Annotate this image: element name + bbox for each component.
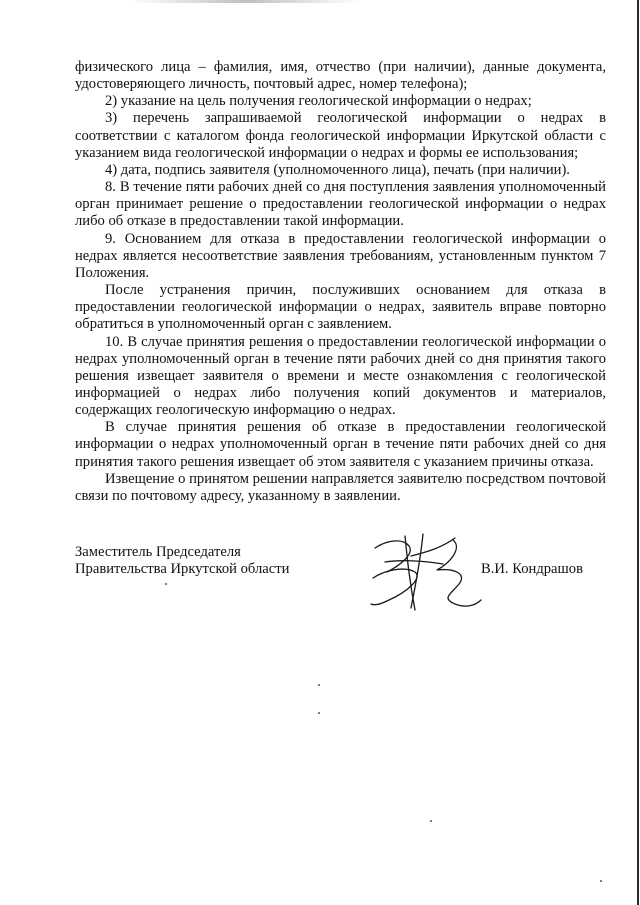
document-body [75,59,606,505]
paragraph-reapply: После устранения причин, послуживших основанием для отказа в предоставлении геологической информации о недрах, заявитель вправе повторно обратиться в уполномоченный орган с заявлением. [75,282,606,333]
paragraph-refusal-notice: В случае принятия решения об отказе в предоставлении геологической информации о недрах уполномоченный орган в течение пяти рабочих дней со дня принятия такого решения извещает об этом заявителя с указанием причины отказа. [75,419,606,470]
handwritten-signature [345,526,485,614]
scan-speck [318,712,320,714]
scan-edge-mark [130,0,360,3]
position-line-2: Правительства Иркутской области [75,561,290,578]
scan-speck [430,820,432,822]
paragraph-notification: Извещение о принятом решении направляется заявителю посредством почтовой связи по почтовому адресу, указанному в заявлении. [75,470,606,504]
signatory-name: В.И. Кондрашов [481,561,583,577]
scan-speck [600,880,602,882]
paragraph-applicant-details: физического лица – фамилия, имя, отчество (при наличии), данные документа, удостоверяющего личность, почтовый адрес, номер телефона); [75,59,606,93]
signatory-position [75,544,289,579]
paragraph-clause-10: 10. В случае принятия решения о предоставлении геологической информации о недрах уполномоченный орган в течение пяти рабочих дней со дня принятия такого решения извещает заявителя о времени и месте ознакомления с геологической информацией о недрах либо получения копий документов и материалов, содержащих геологическую информацию о недрах. [75,333,606,419]
scan-speck [318,684,320,686]
position-line-1: Заместитель Председателя [75,544,241,560]
signature-block [75,544,606,614]
paragraph-clause-9: 9. Основанием для отказа в предоставлении геологической информации о недрах является несоответствие заявления требованиям, установленным пунктом 7 Положения. [75,230,606,281]
paragraph-item-3: 3) перечень запрашиваемой геологической информации о недрах в соответствии с каталогом фонда геологической информации Иркутской области с указанием вида геологической информации о недрах и формы ее использования; [75,110,606,161]
paragraph-item-4: 4) дата, подпись заявителя (уполномоченного лица), печать (при наличии). [105,161,570,178]
paragraph-clause-8: 8. В течение пяти рабочих дней со дня поступления заявления уполномоченный орган принимает решение о предоставлении геологической информации о недрах либо об отказе в предоставлении такой информации. [75,179,606,230]
scan-edge-border [637,0,639,905]
scan-speck [165,583,167,585]
paragraph-item-2: 2) указание на цель получения геологической информации о недрах; [105,93,532,110]
